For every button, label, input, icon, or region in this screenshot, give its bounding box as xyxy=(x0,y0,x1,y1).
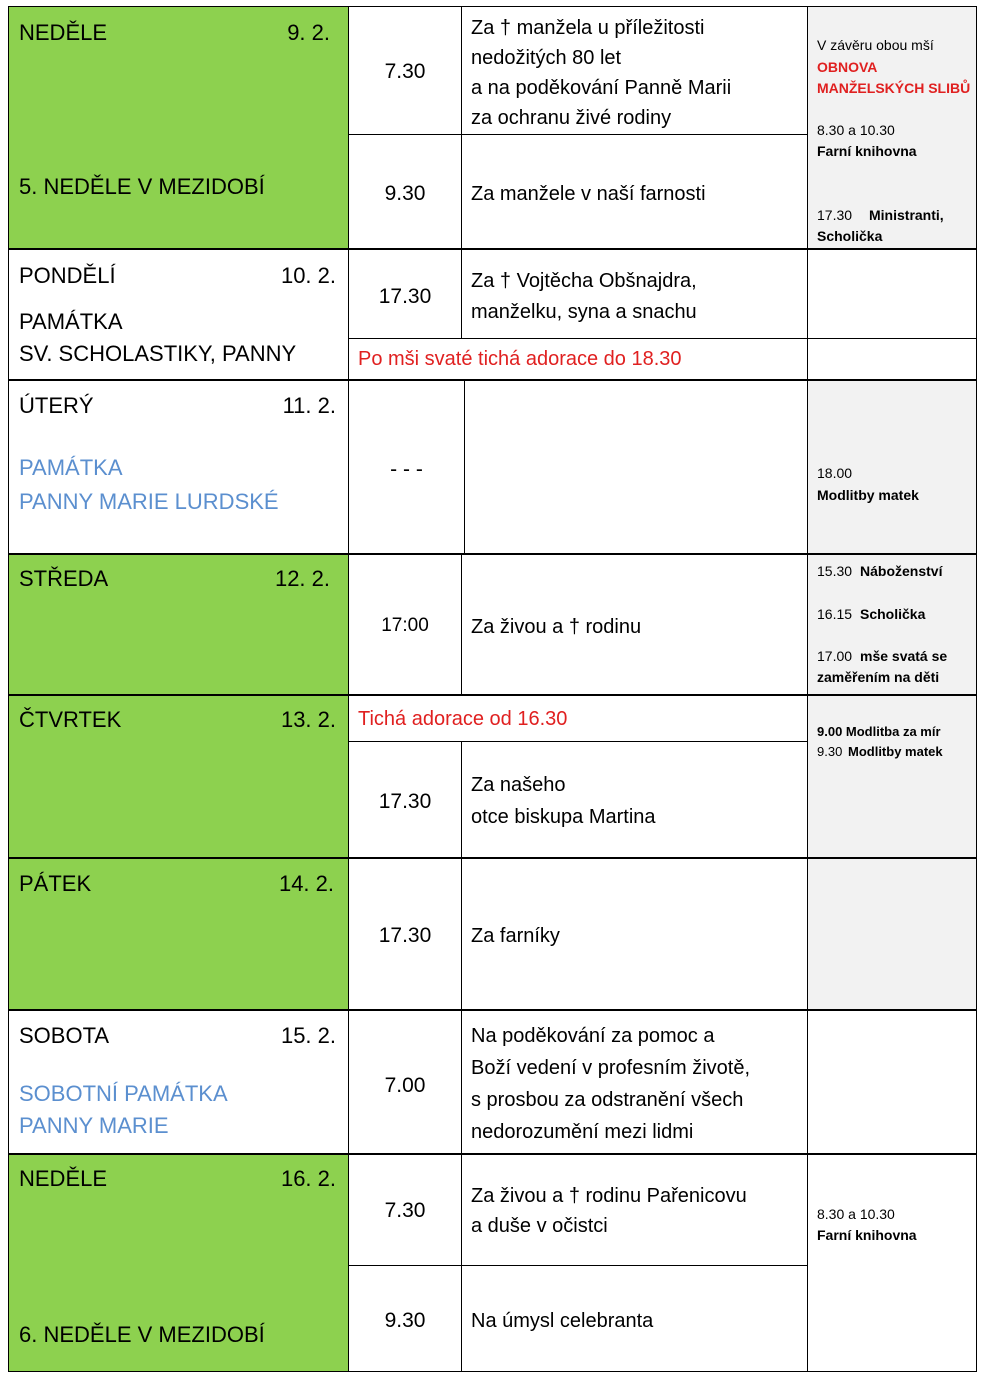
intention-line: Na úmysl celebranta xyxy=(471,1310,654,1332)
day-date: 14. 2. xyxy=(278,871,334,896)
day-name: PONDĚLÍ xyxy=(19,263,116,288)
intention-line: Za farníky xyxy=(471,925,560,947)
intention-line: Za † manžela u příležitosti xyxy=(471,17,705,39)
intention-cell xyxy=(461,1265,808,1372)
day-date: 11. 2. xyxy=(282,393,336,418)
mass-time: 7.30 xyxy=(384,60,426,83)
intention-line: manželku, syna a snachu xyxy=(471,301,697,323)
notes-cell xyxy=(807,249,977,339)
day-cell-tuesday-11-2 xyxy=(8,380,349,554)
intention-line: nedorozumění mezi lidmi xyxy=(471,1121,694,1143)
day-date: 9. 2. xyxy=(287,20,330,45)
time-cell xyxy=(348,6,462,135)
time-cell xyxy=(348,1154,462,1266)
day-subtitle: SOBOTNÍ PAMÁTKA xyxy=(19,1081,228,1106)
day-name: ÚTERÝ xyxy=(19,393,94,418)
time-cell xyxy=(348,741,462,858)
time-cell xyxy=(348,380,465,554)
day-date: 16. 2. xyxy=(280,1166,336,1191)
note-text: Modlitby matek xyxy=(817,487,919,503)
note-highlight: OBNOVA xyxy=(817,59,878,75)
intention-cell xyxy=(461,249,808,339)
intention-line: otce biskupa Martina xyxy=(471,806,656,828)
note-time: 8.30 a 10.30 xyxy=(817,1206,895,1222)
adoration-text: Tichá adorace od 16.30 xyxy=(358,708,568,730)
day-date: 13. 2. xyxy=(280,707,336,732)
intention-cell xyxy=(464,380,808,554)
notes-cell xyxy=(807,554,977,695)
intention-cell xyxy=(461,1010,808,1154)
mass-time: - - - xyxy=(390,458,423,481)
day-subtitle: PANNY MARIE LURDSKÉ xyxy=(19,489,279,514)
day-subtitle: PAMÁTKA xyxy=(19,309,123,334)
intention-cell xyxy=(461,134,808,249)
day-subtitle: SV. SCHOLASTIKY, PANNY xyxy=(19,341,297,366)
day-date: 10. 2. xyxy=(280,263,336,288)
note-highlight: MANŽELSKÝCH SLIBŮ xyxy=(817,80,971,96)
day-cell-sunday-9-2 xyxy=(8,6,349,249)
note-text: zaměřením na děti xyxy=(817,669,940,685)
intention-cell xyxy=(461,554,808,695)
adoration-text: Po mši svaté tichá adorace do 18.30 xyxy=(358,348,682,370)
note-text: Farní knihovna xyxy=(817,143,917,159)
note-text: V závěru obou mší xyxy=(817,37,934,53)
notes-cell xyxy=(807,1010,977,1154)
mass-time: 17.30 xyxy=(378,924,432,947)
intention-cell xyxy=(461,741,808,858)
day-cell-thursday-13-2 xyxy=(8,695,349,858)
day-cell-sunday-16-2 xyxy=(8,1154,349,1372)
adoration-cell xyxy=(348,695,808,742)
intention-line: s prosbou za odstranění všech xyxy=(471,1089,744,1111)
intention-line: Za † Vojtěcha Obšnajdra, xyxy=(471,270,697,292)
notes-cell xyxy=(807,338,977,380)
intention-cell xyxy=(461,6,808,135)
note-text: Náboženství xyxy=(860,563,943,579)
note-time: 9.30 xyxy=(817,744,843,759)
mass-time: 7.30 xyxy=(384,1199,426,1222)
intention-cell xyxy=(461,1154,808,1266)
intention-line: a duše v očistci xyxy=(471,1215,608,1237)
day-name: NEDĚLE xyxy=(19,20,108,45)
intention-line: Za živou a † rodinu xyxy=(471,616,642,638)
note-time: 15.30 xyxy=(817,563,853,579)
note-text: mše svatá se xyxy=(860,648,948,664)
intention-line: Za živou a † rodinu Pařenicovu xyxy=(471,1185,747,1207)
intention-line: Boží vedení v profesním životě, xyxy=(471,1057,751,1079)
note-text: Scholička xyxy=(817,228,883,244)
note-time: 17.30 xyxy=(817,207,853,223)
note-time: 16.15 xyxy=(817,606,853,622)
notes-cell xyxy=(807,695,977,858)
day-date: 15. 2. xyxy=(280,1023,336,1048)
day-subtitle: 6. NEDĚLE V MEZIDOBÍ xyxy=(19,1322,265,1347)
intention-line: Za našeho xyxy=(471,774,566,796)
note-text: 9.00 Modlitba za mír xyxy=(817,724,941,739)
mass-time: 17.30 xyxy=(378,285,432,308)
day-name: STŘEDA xyxy=(19,566,109,591)
mass-time: 17.30 xyxy=(378,790,432,813)
note-text: Farní knihovna xyxy=(817,1227,917,1243)
notes-cell xyxy=(807,6,977,249)
day-date: 12. 2. xyxy=(274,566,330,591)
notes-cell xyxy=(807,380,977,554)
note-text: Scholička xyxy=(860,606,926,622)
day-cell-friday-14-2 xyxy=(8,858,349,1010)
time-cell xyxy=(348,554,462,695)
intention-line: a na poděkování Panně Marii xyxy=(471,77,732,99)
day-subtitle: PANNY MARIE xyxy=(19,1113,169,1138)
time-cell xyxy=(348,1010,462,1154)
note-text: Ministranti, xyxy=(869,207,944,223)
notes-cell xyxy=(807,858,977,1010)
day-name: ČTVRTEK xyxy=(19,707,122,732)
time-cell xyxy=(348,249,462,339)
adoration-cell xyxy=(348,338,808,380)
time-cell xyxy=(348,858,462,1010)
time-cell xyxy=(348,1265,462,1372)
day-subtitle: PAMÁTKA xyxy=(19,455,123,480)
mass-time: 9.30 xyxy=(384,182,426,205)
day-name: NEDĚLE xyxy=(19,1166,108,1191)
note-time: 17.00 xyxy=(817,648,853,664)
intention-line: nedožitých 80 let xyxy=(471,47,622,69)
day-subtitle: 5. NEDĚLE V MEZIDOBÍ xyxy=(19,174,265,199)
note-time: 8.30 a 10.30 xyxy=(817,122,895,138)
day-name: PÁTEK xyxy=(19,871,92,896)
mass-time: 9.30 xyxy=(384,1309,426,1332)
note-text: Modlitby matek xyxy=(848,744,943,759)
day-cell-wednesday-12-2 xyxy=(8,554,349,695)
intention-line: Na poděkování za pomoc a xyxy=(471,1025,715,1047)
day-cell-monday-10-2 xyxy=(8,249,349,380)
day-name: SOBOTA xyxy=(19,1023,110,1048)
time-cell xyxy=(348,134,462,249)
day-cell-saturday-15-2 xyxy=(8,1010,349,1154)
intention-cell xyxy=(461,858,808,1010)
note-time: 18.00 xyxy=(817,465,853,481)
intention-line: Za manžele v naší farnosti xyxy=(471,183,706,205)
notes-cell xyxy=(807,1154,977,1372)
intention-line: za ochranu živé rodiny xyxy=(471,107,672,129)
mass-time: 7.00 xyxy=(384,1074,426,1097)
mass-time: 17:00 xyxy=(381,615,429,636)
